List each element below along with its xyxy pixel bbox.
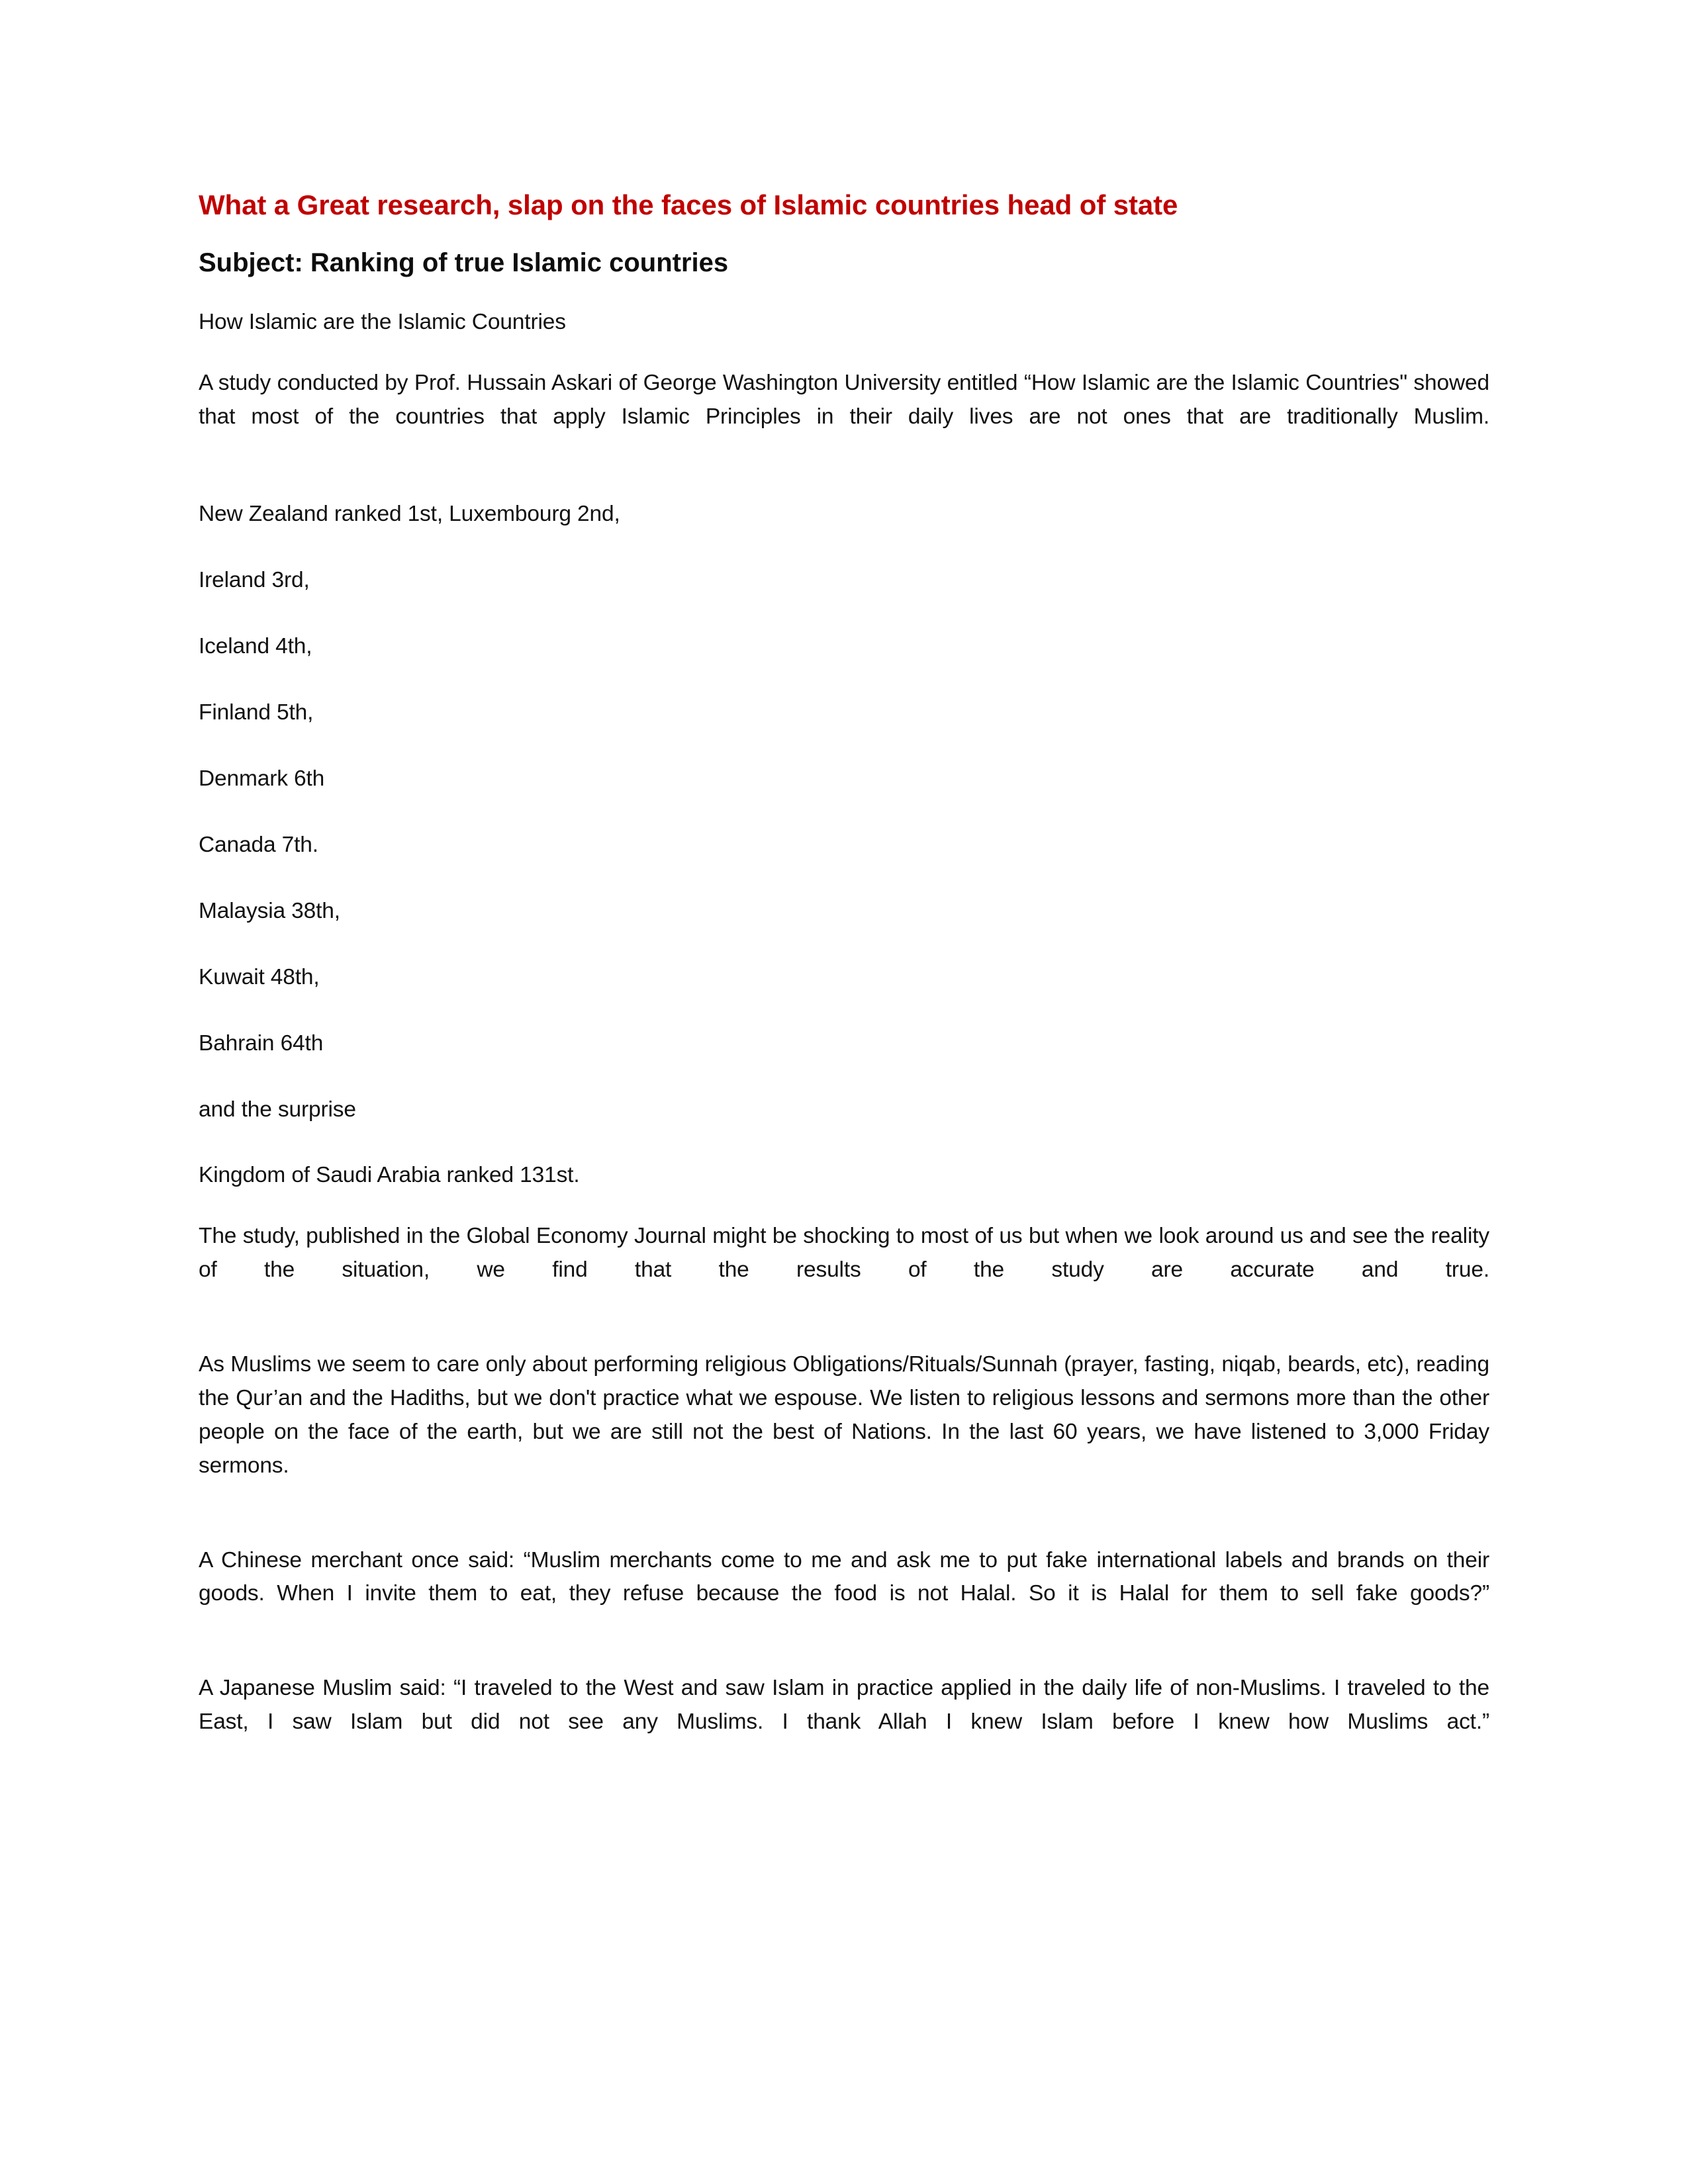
intro-line: How Islamic are the Islamic Countries (199, 309, 566, 334)
page-title: What a Great research, slap on the faces of Islamic countries head of state (199, 189, 1178, 220)
ranking-item: New Zealand ranked 1st, Luxembourg 2nd, (199, 502, 620, 527)
document-body (199, 0, 1489, 1773)
ranking-item: Canada 7th. (199, 832, 318, 857)
subject-heading: Subject: Ranking of true Islamic countries (199, 248, 729, 277)
ranking-item: Malaysia 38th, (199, 898, 340, 923)
ranking-item: Finland 5th, (199, 700, 314, 725)
muslims-paragraph: As Muslims we seem to care only about performing religious Obligations/Rituals/Sunnah (prayer, fasting, niqab, beards, etc), reading the Qur’an and the Hadiths, but we don't practice what we espouse. We listen to religious lessons and sermons more than the other people on the face of the earth, but we are still not the best of Nations. In the last 60 years, we have listened to 3,000 Friday sermons. (199, 1352, 1489, 1478)
journal-paragraph: The study, published in the Global Economy Journal might be shocking to most of us but when we look around us and see the reality of the situation, we find that the results of the study are accurate and true. (199, 1224, 1489, 1283)
ranking-item: Iceland 4th, (199, 634, 312, 659)
japanese-muslim-paragraph: A Japanese Muslim said: “I traveled to the West and saw Islam in practice applied in the daily life of non-Muslims. I traveled to the East, I saw Islam but did not see any Muslims. I thank Allah I knew Islam before I knew how Muslims act.” (199, 1676, 1489, 1735)
ranking-item: Denmark 6th (199, 766, 325, 791)
ranking-item: Kingdom of Saudi Arabia ranked 131st. (199, 1163, 580, 1188)
country-ranking-list (199, 467, 1489, 1193)
chinese-merchant-paragraph: A Chinese merchant once said: “Muslim merchants come to me and ask me to put fake international labels and brands on their goods. When I invite them to eat, they refuse because the food is not Halal. So it is Halal for them to sell fake goods?” (199, 1547, 1489, 1606)
study-paragraph: A study conducted by Prof. Hussain Askari of George Washington University entitled “How Islamic are the Islamic Countries" showed that most of the countries that apply Islamic Principles in their daily lives are not ones that are traditionally Muslim. (199, 370, 1489, 429)
ranking-item: and the surprise (199, 1097, 356, 1122)
ranking-item: Bahrain 64th (199, 1030, 324, 1056)
ranking-item: Kuwait 48th, (199, 964, 320, 989)
ranking-item: Ireland 3rd, (199, 568, 310, 593)
